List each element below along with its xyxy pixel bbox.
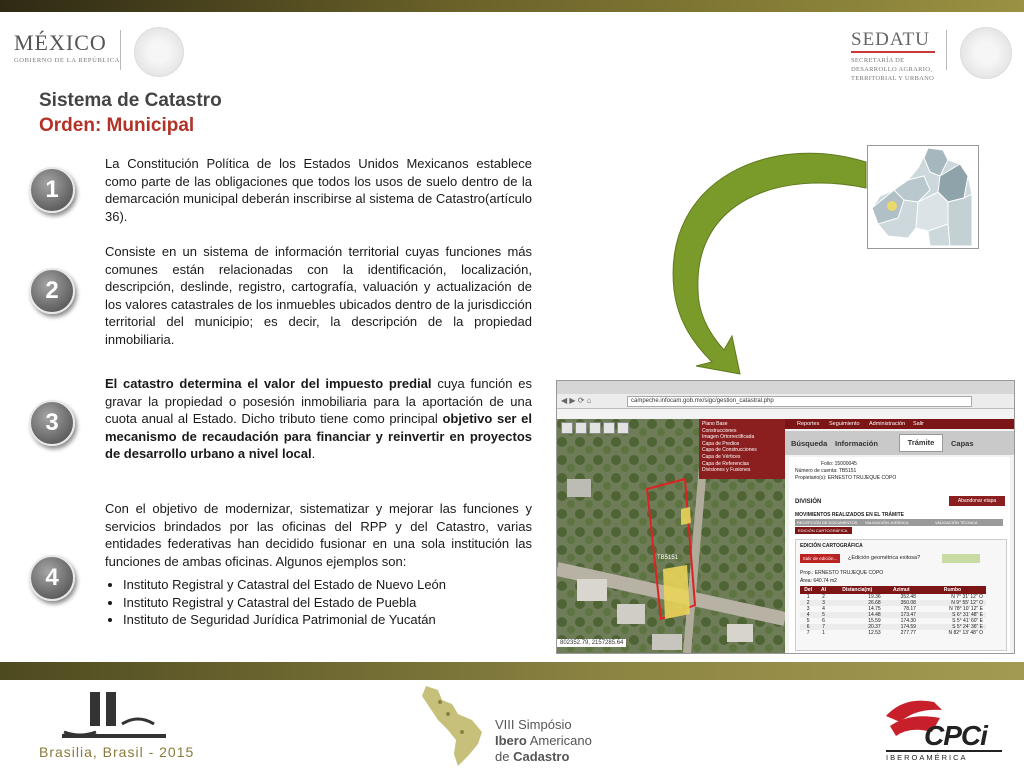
mexico-logo-subtitle: GOBIERNO DE LA REPÚBLICA [14, 57, 120, 64]
layer-item[interactable]: Capa de Construcciones [702, 447, 757, 454]
brasilia-congress-icon [60, 688, 170, 740]
table-cell: 14.48 [868, 612, 881, 618]
list-item: • Instituto de Seguridad Jurídica Patrimonial de Yucatán [123, 611, 532, 629]
tab-capas[interactable]: Capas [951, 439, 974, 448]
national-seal-icon-right [960, 27, 1012, 79]
layer-item[interactable]: Capa de Referencias [702, 460, 749, 467]
menu-seguimiento[interactable]: Seguimiento [829, 421, 860, 427]
table-cell: 350.08 [900, 600, 916, 606]
movement-step: VALIDACIÓN TÉCNICA [935, 520, 978, 525]
table-cell: 277.77 [900, 630, 916, 636]
table-cell: 5 [822, 612, 825, 618]
table-cell: 26.68 [868, 600, 881, 606]
paragraph-3-bold-1: El catastro determina el valor del impuesto predial [105, 376, 432, 391]
table-cell: 78.17 [903, 606, 916, 612]
tab-busqueda[interactable]: Búsqueda [791, 439, 828, 448]
sedatu-logo-title: SEDATU [851, 29, 930, 50]
col-distancia: Distancia(m) [842, 587, 873, 593]
layer-item[interactable]: Capa de Vértices [702, 453, 741, 460]
simposio-line2-rest: Americano [526, 733, 592, 748]
paragraph-3-text-2: . [311, 446, 316, 461]
simposio-line2-bold: Ibero [495, 733, 527, 748]
paragraph-4 [105, 500, 532, 629]
table-cell: 174.59 [900, 624, 916, 630]
tramite-panel [789, 457, 1010, 653]
table-cell: N 78° 10' 12" E [949, 606, 983, 612]
edicion-box [795, 539, 1007, 651]
tab-tramite[interactable]: Trámite [899, 434, 943, 452]
table-cell: 3 [822, 600, 825, 606]
table-cell: 6 [806, 624, 810, 630]
sedatu-logo-line1: SECRETARÍA DE [851, 57, 905, 64]
simposio-logo-text [495, 717, 592, 765]
table-row [800, 630, 986, 636]
table-cell: 173.47 [900, 612, 916, 618]
table-cell: 19.36 [868, 594, 881, 600]
coordinate-readout: 802352.79, 2157285.64 [557, 639, 626, 647]
col-rumbo: Rumbo [943, 587, 962, 593]
mexico-logo [14, 30, 120, 64]
measure-icon[interactable] [603, 422, 615, 434]
tab-informacion[interactable]: Información [835, 439, 878, 448]
paragraph-3-bold-2: objetivo ser el mecanismo de recaudación para financiar y reinvertir en proyectos de desarrollo urbano a nivel local [105, 411, 532, 461]
right-panel [785, 419, 1014, 653]
list-item: • Instituto Registral y Catastral del Estado de Nuevo León [123, 576, 532, 594]
browser-toolbar [557, 394, 1014, 409]
paragraph-2: Consiste en un sistema de información territorial cuyas funciones más comunes están relacionadas con la identificación, localización, descripción, deslinde, registro, cartografía, valuación y actualización de los valores catastrales de los inmuebles ubicados dentro de la jurisdicción territorial del municipio; es decir, la descripción de la propiedad inmobiliaria. [105, 244, 532, 347]
paragraph-4-text: Con el objetivo de modernizar, sistematizar y mejorar las funciones y servicios brindados por las oficinas del RPP y del Catastro, varias entidades federativas han decidido fusionar en una sola institución las funciones de ambas oficinas. Algunos ejemplos son: [105, 501, 532, 569]
number-badge-2: 2 [29, 268, 75, 314]
number-badge-4: 4 [29, 555, 75, 601]
division-label: DIVISIÓN [795, 499, 822, 505]
examples-list [105, 576, 532, 629]
page-subtitle: Orden: Municipal [39, 115, 195, 136]
bearing-table [800, 586, 986, 636]
table-cell: 1 [822, 630, 825, 636]
col-del: Del [804, 587, 812, 593]
sedatu-red-rule [851, 51, 935, 53]
edicion-tag: EDICIÓN CARTOGRÁFICA [795, 527, 852, 534]
zoom-out-icon[interactable] [575, 422, 587, 434]
bookmarks-bar [557, 409, 1014, 419]
movement-step: VALIDACIÓN JURÍDICA [865, 520, 909, 525]
col-al: Al [820, 587, 826, 593]
curved-arrow-icon [660, 140, 875, 375]
municipal-map-thumbnail [867, 145, 979, 249]
confirm-button[interactable] [942, 554, 980, 563]
simposio-line1: VIII Simpósio [495, 717, 572, 732]
footer-city: Brasilia, Brasil - 2015 [39, 744, 195, 760]
table-cell: 6 [822, 618, 825, 624]
folio-text: Folio: 15000045 [821, 461, 857, 467]
cpci-logo [880, 692, 1008, 762]
number-badge-1: 1 [29, 167, 75, 213]
cpci-wordmark: CPCi [924, 720, 987, 751]
table-cell: 2 [806, 600, 810, 606]
table-cell: N 7° 31' 12" O [951, 594, 983, 600]
americas-map-icon [418, 684, 494, 768]
paragraph-3-text-1: cuya función es gravar la propiedad o posesión inmobiliaria para la aportación de una cuota anual al Estado. Dicho tributo tiene como principal [105, 376, 532, 426]
table-header-row [800, 586, 986, 594]
question-text: ¿Edición geométrica exitosa? [848, 555, 921, 561]
menu-administracion[interactable]: Administración [869, 421, 906, 427]
cuenta-text: Número de cuenta: TB5151 [795, 468, 857, 474]
table-cell: 4 [806, 612, 810, 618]
table-cell: S 5° 24' 36" E [952, 624, 983, 630]
table-cell: 7 [822, 624, 825, 630]
mexico-logo-title: MÉXICO [14, 30, 107, 55]
layer-item[interactable]: Capa de Predios [702, 440, 740, 447]
app-menu-bar [785, 419, 1014, 429]
sedatu-logo-line2: DESARROLLO AGRARIO, [851, 66, 933, 73]
table-cell: N 82° 13' 48" O [948, 630, 983, 636]
zoom-in-icon[interactable] [561, 422, 573, 434]
select-icon[interactable] [617, 422, 629, 434]
table-cell: 1 [806, 594, 810, 600]
layer-item[interactable]: Plano Base [702, 421, 728, 427]
address-bar[interactable]: campeche.infocam.gob.mx/sigc/gestion_catastral.php [627, 396, 972, 407]
sedatu-logo [851, 29, 934, 83]
number-badge-3: 3 [29, 400, 75, 446]
layer-item[interactable]: Divisiones y Fusiones [702, 467, 751, 474]
area-text: Área: 640.74 m2 [800, 578, 837, 584]
table-cell: 12.53 [868, 630, 881, 636]
pan-icon[interactable] [589, 422, 601, 434]
table-cell: 14.75 [868, 606, 881, 612]
paragraph-1: La Constitución Política de los Estados Unidos Mexicanos establece como parte de las obligaciones que todos los usos de suelo dentro de la demarcación municipal deberán inscribirse al sistema de Catastro(artículo 36). [105, 156, 532, 224]
table-cell: 5 [806, 618, 810, 624]
browser-titlebar [557, 381, 1014, 395]
edicion-title: EDICIÓN CARTOGRÁFICA [800, 543, 863, 549]
state-map-illustration [868, 146, 978, 248]
propietario-text: Propietario(s): ERNESTO TRUJEQUE COPO [795, 475, 897, 481]
footer-decorative-bar [0, 662, 1024, 680]
col-azimut: Azimut [892, 587, 910, 593]
catastro-app-screenshot [556, 380, 1015, 654]
table-cell: 2 [822, 594, 825, 600]
table-cell: 15.59 [868, 618, 881, 624]
table-cell: 7 [806, 630, 810, 636]
layer-item[interactable]: Imagen Ortorrectificada [702, 434, 755, 441]
logo-divider [120, 30, 121, 70]
cpci-subtitle: IBEROAMÉRICA [886, 753, 968, 762]
sedatu-logo-line3: TERRITORIAL Y URBANO [851, 75, 935, 82]
table-cell: 4 [822, 606, 825, 612]
paragraph-3 [105, 375, 532, 463]
parcel-label: TB5151 [657, 555, 679, 561]
table-cell: 174.30 [900, 618, 916, 624]
table-cell: N 9° 55' 12" O [951, 600, 983, 606]
menu-salir[interactable]: Salir [913, 421, 925, 427]
abandonar-button[interactable]: Abandonar etapa [949, 496, 1005, 506]
movements-bar [795, 519, 1003, 526]
back-icon[interactable]: ◀ ▶ ⟳ ⌂ [561, 396, 592, 405]
movements-title: MOVIMIENTOS REALIZADOS EN EL TRÁMITE [795, 512, 904, 518]
national-seal-icon [134, 27, 184, 77]
prop-text: Prop.: ERNESTO TRUJEQUE COPO [800, 570, 884, 576]
table-cell: 352.48 [900, 594, 916, 600]
bearing-table-body [800, 594, 986, 636]
menu-reportes[interactable]: Reportes [797, 421, 820, 427]
list-item: • Instituto Registral y Catastral del Estado de Puebla [123, 594, 532, 612]
layer-item[interactable]: Construcciones [702, 427, 737, 434]
table-cell: 3 [806, 606, 810, 612]
layers-panel [699, 419, 791, 479]
simposio-line3-bold: Cadastro [513, 749, 570, 764]
movement-step: RECEPCIÓN DE DOCUMENTOS [797, 520, 858, 525]
logo-divider-right [946, 30, 947, 70]
page-title: Sistema de Catastro [39, 90, 222, 111]
simposio-line3-pre: de [495, 749, 514, 764]
table-cell: 20.37 [868, 624, 881, 630]
salir-edicion-button[interactable]: Salir de edición... [800, 554, 840, 563]
table-cell: S 6° 31' 48" E [952, 612, 983, 618]
table-cell: S 5° 41' 60" E [952, 618, 983, 624]
top-decorative-bar [0, 0, 1024, 12]
